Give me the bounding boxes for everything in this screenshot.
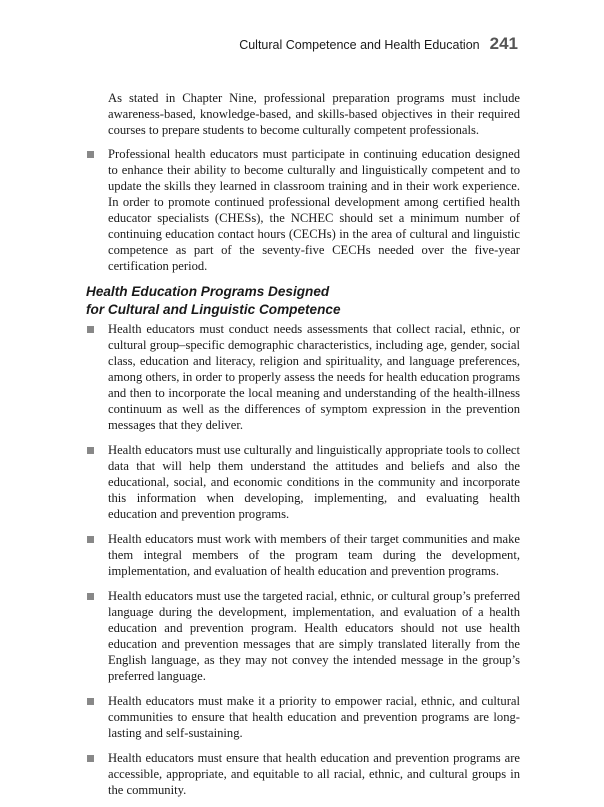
list-item bbox=[86, 693, 520, 741]
list-item bbox=[86, 146, 520, 274]
list-item bbox=[86, 321, 520, 433]
square-bullet-icon bbox=[86, 588, 108, 684]
page-body bbox=[86, 90, 520, 807]
square-bullet-icon bbox=[86, 750, 108, 798]
square-bullet-icon bbox=[86, 321, 108, 433]
square-bullet-icon bbox=[86, 531, 108, 579]
list-item bbox=[86, 588, 520, 684]
list-item-text: Professional health educators must participate in continuing education designed to enhance their ability to become culturally and linguistically competent and to update the skills they learned in classroom training and in their work experience. In order to promote continued professional development among certified health educator specialists (CHESs), the NCHEC should set a minimum number of continuing education contact hours (CECHs) in the area of cultural and linguistic competence as part of the seventy-five CECHs needed over the five-year certification period. bbox=[108, 147, 520, 273]
list-item bbox=[86, 531, 520, 579]
square-bullet-icon bbox=[86, 146, 108, 274]
list-item-text: Health educators must ensure that health education and prevention programs are accessible, appropriate, and equitable to all racial, ethnic, and cultural groups in the community. bbox=[108, 751, 520, 797]
running-head bbox=[239, 34, 518, 54]
section-heading-line1: Health Education Programs Designed bbox=[86, 284, 330, 299]
list-item-text: Health educators must use the targeted racial, ethnic, or cultural group’s preferred language during the development, implementation, and evaluation of a health education and prevention program. Health educators should not use health education and prevention messages that are simply translated literally from the English language, as they may not convey the intended message in the group’s preferred language. bbox=[108, 589, 520, 683]
page-number: 241 bbox=[489, 34, 518, 53]
list-item-text: Health educators must work with members of their target communities and make them integral members of the program team during the development, implementation, and evaluation of health education and prevention programs. bbox=[108, 532, 520, 578]
list-item bbox=[86, 750, 520, 798]
list-item bbox=[86, 442, 520, 522]
list-item-text: Health educators must make it a priority to empower racial, ethnic, and cultural communities to ensure that health education and prevention programs are long-lasting and self-sustaining. bbox=[108, 694, 520, 740]
section-heading bbox=[86, 283, 520, 319]
intro-paragraph: As stated in Chapter Nine, professional preparation programs must include awareness-based, knowledge-based, and skills-based objectives in their required courses to prepare students to become culturally competent professionals. bbox=[108, 91, 520, 137]
square-bullet-icon bbox=[86, 442, 108, 522]
list-item-text: Health educators must use culturally and linguistically appropriate tools to collect data that will help them understand the attitudes and beliefs and also the educational, social, and economic conditions in the community and incorporate this information when developing, implementing, and evaluating health education and prevention programs. bbox=[108, 443, 520, 521]
square-bullet-icon bbox=[86, 693, 108, 741]
running-title: Cultural Competence and Health Education bbox=[239, 38, 480, 52]
list-item-text: Health educators must conduct needs assessments that collect racial, ethnic, or cultural group–specific demographic characteristics, including age, gender, social class, education and literacy, religion and spirituality, and language preferences, among others, in order to properly assess the needs for health education programs and then to incorporate the local meaning and understanding of the health-illness continuum as well as the differences of symptom expression in the prevention messages that they deliver. bbox=[108, 322, 520, 432]
section-heading-line2: for Cultural and Linguistic Competence bbox=[86, 302, 341, 317]
